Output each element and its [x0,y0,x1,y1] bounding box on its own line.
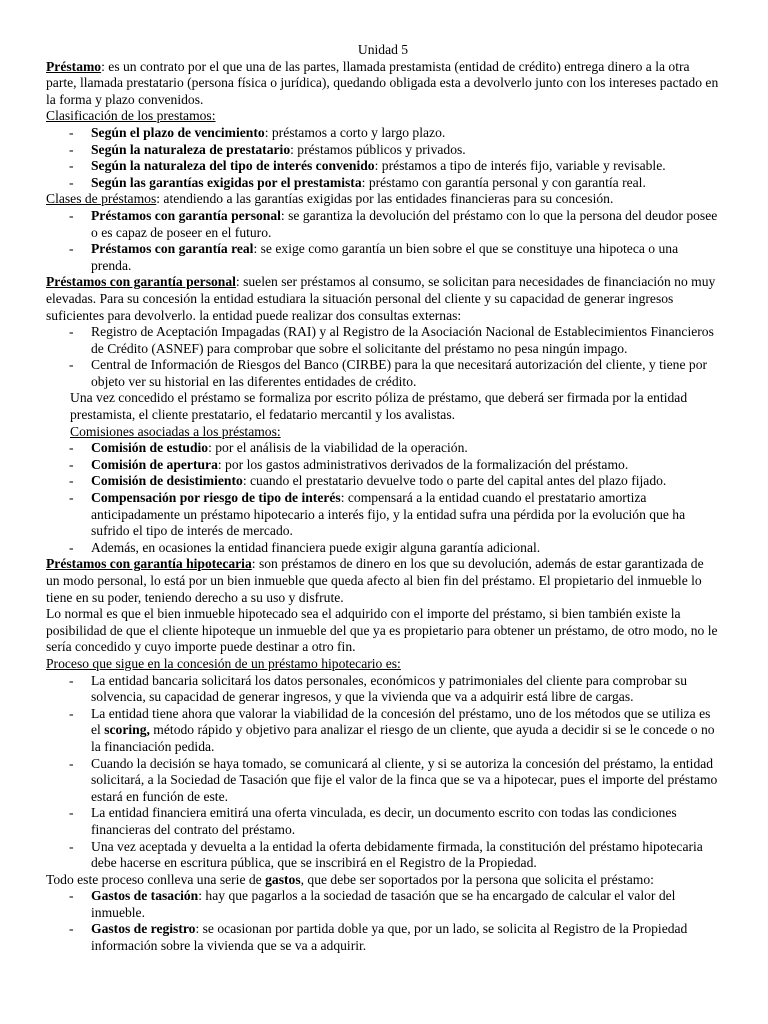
gastos-list [46,888,720,954]
item-bold: Comisión de desistimiento [91,473,243,489]
item-text: : se exige como garantía un bien sobre el que se constituye una hipoteca o una prenda. [91,241,679,273]
item-text: : se garantiza la devolución del préstamo con lo que la persona del deudor posee o es capaz de poseer en el futuro. [91,207,718,240]
item-text: Cuando la decisión se haya tomado, se comunicará al cliente, y si se autoriza la concesión del préstamo, la entidad solicitará, a la Sociedad de Tasación que fije el valor de la finca que se va a hipotecar, pues el importe del préstamo estará en función de este. [91,755,718,804]
item-bold: Según la naturaleza del tipo de interés convenido [91,158,375,174]
hipotecaria-term: Préstamos con garantía hipotecaria [46,556,252,572]
list-item [91,888,720,921]
item-text: La entidad tiene ahora que valorar la viabilidad de la concesión del préstamo, uno de los métodos que se utiliza es el [91,705,711,738]
gastos-bold: gastos [265,871,301,887]
gastos-before: Todo este proceso conlleva una serie de [46,871,266,887]
unit-title: Unidad 5 [357,42,409,57]
list-item [91,440,720,457]
personal-term: Préstamos con garantía personal [46,274,236,290]
list-item: - Central de Información de Riesgos del Banco (CIRBE) para la que necesitará autorización del cliente, y tiene por objeto ver su historial en las diferentes entidades de crédito. [91,357,720,390]
item-text: Una vez aceptada y devuelta a la entidad la oferta debidamente firmada, la constitución del préstamo hipotecaria debe hacerse en escritura pública, que se inscribirá en el Registro de la Propiedad. [91,838,703,871]
comisiones-heading: Comisiones asociadas a los préstamos: [70,423,281,439]
clasificacion-list [46,125,720,191]
list-item [91,490,720,540]
list-item [91,805,720,838]
gastos-after: , que debe ser soportados por la persona que solicita el préstamo: [300,871,654,887]
hipotecaria-definition [46,556,720,606]
list-item [91,839,720,872]
list-item [91,673,720,706]
item-bold: Gastos de registro [91,921,196,937]
item-text: : por los gastos administrativos derivados de la formalización del préstamo. [217,456,629,472]
list-item [91,175,720,192]
clases-heading: Clases de préstamos [46,191,157,207]
item-text: : préstamos públicos y privados. [290,141,466,157]
item-text: : compensará a la entidad cuando el prestatario amortiza anticipadamente un préstamo hipotecario a interés fijo, y la entidad sufra una pérdida por la evolución que ha sufrido el tipo de interés de mercado. [91,490,686,539]
item-text: : cuando el prestatario devuelve todo o parte del capital antes del plazo fijado. [242,473,667,489]
item-bold: Comisión de estudio [91,440,209,456]
proceso-heading: Proceso que sigue en la concesión de un préstamo hipotecario es: [46,655,401,671]
item-bold: Según las garantías exigidas por el prestamista [91,174,362,190]
list-item [91,125,720,142]
proceso-list [46,673,720,872]
hipotecaria-paragraph: Lo normal es que el bien inmueble hipotecado sea el adquirido con el importe del préstamo, si bien también existe la posibilidad de que el cliente hipoteque un inmueble del que ya es propietario para obtener un préstamo, de otro modo, no le sería concedido y cuyo importe puede destinar a otro fin. [46,606,718,655]
item-text: : por el análisis de la viabilidad de la operación. [208,440,468,456]
list-item [91,142,720,159]
item-text: : hay que pagarlos a la sociedad de tasación que se ha encargado de calcular el valor del inmueble. [91,888,676,920]
personal-definition [46,274,720,324]
item-bold: scoring, [104,722,150,738]
list-item: - Registro de Aceptación Impagadas (RAI) y al Registro de la Asociación Nacional de Establecimientos Financieros de Crédito (ASNEF) para comprobar que sobre el solicitante del préstamo no pesa ningún impago. [91,324,720,357]
item-bold: Gastos de tasación [91,888,199,904]
list-item [91,473,720,490]
clasificacion-heading: Clasificación de los prestamos: [46,108,216,124]
item-text: : préstamos a corto y largo plazo. [264,124,446,140]
item-text: Además, en ocasiones la entidad financiera puede exigir alguna garantía adicional. [91,539,541,555]
gastos-intro [46,872,720,889]
clases-list [46,208,720,274]
hipotecaria-def: : son préstamos de dinero en los que su devolución, además de estar garantizada de un modo personal, lo está por un bien inmueble que queda afecto al bien fin del préstamo. El propietario del inmueble lo tiene en su poder, teniendo derecho a su uso y disfrute. [46,556,704,605]
item-bold: Préstamos con garantía real [91,241,254,257]
list-item [91,457,720,474]
list-item [91,921,720,954]
item-text: : préstamos a tipo de interés fijo, variable y revisable. [374,158,666,174]
personal-def: : suelen ser préstamos al consumo, se solicitan para necesidades de financiación no muy elevadas. Para su concesión la entidad estudiara la situación personal del cliente y su capacidad de generar ingresos suficientes para devolverlo. la entidad puede realizar dos consultas externas: [46,274,716,323]
item-bold: Según el plazo de vencimiento [91,124,265,140]
prestamo-def: : es un contrato por el que una de las partes, llamada prestamista (entidad de crédito) entrega dinero a la otra parte, llamada prestatario (persona física o jurídica), quedando obligada esta a devolverlo junto con los intereses pactado en la forma y plazo convenidos. [46,58,719,107]
list-item [91,158,720,175]
poliza-paragraph: Una vez concedido el préstamo se formaliza por escrito póliza de préstamo, que deberá ser firmada por la entidad prestamista, el cliente prestatario, el fedatario mercantil y los avalistas. [70,390,688,423]
prestamo-term: Préstamo [46,58,102,74]
item-bold: Según la naturaleza de prestatario [91,141,291,157]
item-text: La entidad bancaria solicitará los datos personales, económicos y patrimoniales del cliente para comprobar su solvencia, su capacidad de generar ingresos, y que la vivienda que va a adquirir está libre de cargas. [91,672,688,705]
clases-intro-text: : atendiendo a las garantías exigidas por las entidades financieras para su concesión. [156,191,614,207]
list-item [91,706,720,756]
item-text: : se ocasionan por partida doble ya que, por un lado, se solicita al Registro de la Propiedad información sobre la vivienda que se va a adquirir. [91,921,688,954]
item-bold: Préstamos con garantía personal [91,207,281,223]
list-item [91,540,720,557]
consultas-list [46,324,720,390]
item-text: método rápido y objetivo para analizar el riesgo de un cliente, que ayuda a decidir si se le concede o no la financiación pedida. [91,722,715,754]
list-item [91,756,720,806]
clases-intro [46,191,720,208]
list-item [91,241,720,274]
item-bold: Compensación por riesgo de tipo de interés [91,490,341,506]
list-item [91,208,720,241]
item-text: : préstamo con garantía personal y con garantía real. [361,174,646,190]
comisiones-list [46,440,720,556]
prestamo-definition [46,59,720,109]
item-text: La entidad financiera emitirá una oferta vinculada, es decir, un documento escrito con todas las condiciones financieras del contrato del préstamo. [91,805,677,837]
item-bold: Comisión de apertura [91,456,218,472]
